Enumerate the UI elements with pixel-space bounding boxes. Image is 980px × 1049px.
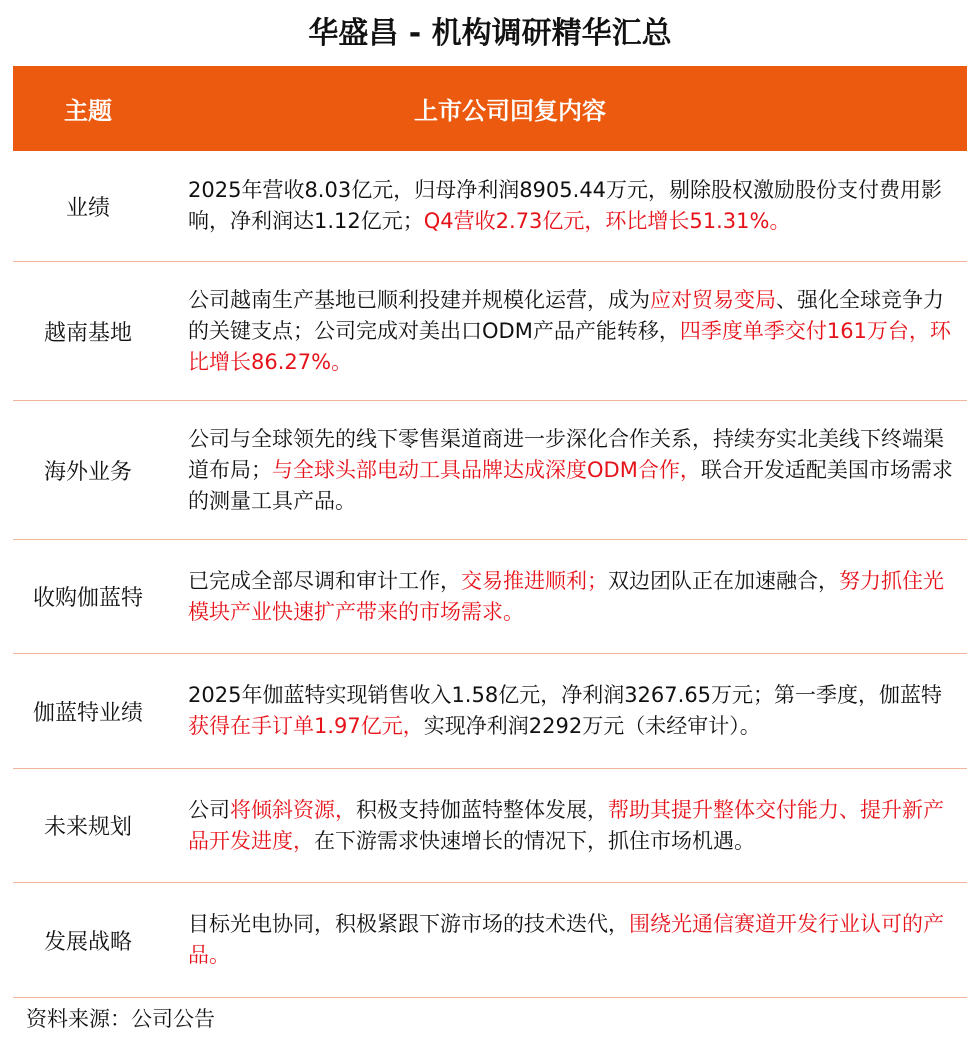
highlight-text: 交易推进顺利； <box>461 568 608 593</box>
content-text: 已完成全部尽调和审计工作， <box>188 568 461 593</box>
header-content: 上市公司回复内容 <box>414 97 606 125</box>
table-header <box>13 66 967 151</box>
highlight-text: 获得在手订单1.97亿元， <box>188 714 424 738</box>
row-content <box>163 285 967 378</box>
highlight-text: 四季度单季交付161万台，环比增长86.27%。 <box>188 318 951 374</box>
page-title: 华盛昌 - 机构调研精华汇总 <box>308 16 672 51</box>
highlight-text: Q4营收2.73亿元，环比增长51.31%。 <box>423 209 791 233</box>
table-row <box>13 883 967 998</box>
row-content <box>163 795 967 857</box>
research-summary-table <box>13 66 967 998</box>
content-text: 公司越南生产基地已顺利投建并规模化运营，成为 <box>188 287 650 312</box>
row-topic: 未来规划 <box>43 815 132 840</box>
highlight-text: 应对贸易变局 <box>650 287 776 312</box>
row-topic: 收购伽蓝特 <box>32 586 143 611</box>
content-text: 公司与全球领先的线下零售渠道商进一步深化合作关系，持续夯实北美线下终端渠道布局； <box>188 426 944 482</box>
row-content <box>163 424 967 517</box>
row-content <box>163 566 967 628</box>
content-text: 2025年伽蓝特实现销售收入1.58亿元，净利润3267.65万元；第一季度，伽蓝特 <box>188 683 943 707</box>
row-topic: 海外业务 <box>43 459 132 485</box>
table-row <box>13 654 967 769</box>
row-topic: 伽蓝特业绩 <box>32 700 143 726</box>
table-row <box>13 401 967 540</box>
row-topic: 发展战略 <box>43 929 132 955</box>
highlight-text: 将倾斜资源， <box>230 797 356 822</box>
content-text: 积极支持伽蓝特整体发展， <box>356 797 608 822</box>
content-text: 目标光电协同，积极紧跟下游市场的技术迭代， <box>188 912 629 936</box>
row-content <box>163 680 967 742</box>
table-row <box>13 769 967 883</box>
row-content <box>163 175 967 237</box>
content-text: 公司 <box>188 797 230 822</box>
content-text: 实现净利润2292万元（未经审计）。 <box>423 714 761 738</box>
table-row <box>13 262 967 401</box>
content-text: 联合开发适配美国市场需求的测量工具产品。 <box>188 457 953 513</box>
table-body <box>13 151 967 998</box>
table-row <box>13 151 967 262</box>
row-topic: 业绩 <box>65 195 110 221</box>
row-content <box>163 909 967 971</box>
highlight-text: 围绕光通信赛道开发行业认可的产品。 <box>188 912 944 967</box>
highlight-text: 努力抓住光模块产业快速扩产带来的市场需求。 <box>188 568 944 624</box>
content-text: 在下游需求快速增长的情况下，抓住市场机遇。 <box>314 828 755 853</box>
content-text: 、强化全球竞争力的关键支点；公司完成对美出口ODM产品产能转移， <box>188 287 944 343</box>
header-topic: 主题 <box>64 97 112 125</box>
highlight-text: 帮助其提升整体交付能力、提升新产品开发进度， <box>188 797 944 853</box>
content-text: 双边团队正在加速融合， <box>608 568 839 593</box>
source-note: 资料来源：公司公告 <box>26 1007 215 1031</box>
highlight-text: 与全球头部电动工具品牌达成深度ODM合作， <box>272 457 701 482</box>
row-topic: 越南基地 <box>43 320 132 346</box>
table-row <box>13 540 967 654</box>
content-text: 2025年营收8.03亿元，归母净利润8905.44万元，剔除股权激励股份支付费用影响，净利润达1.12亿元； <box>188 178 943 233</box>
